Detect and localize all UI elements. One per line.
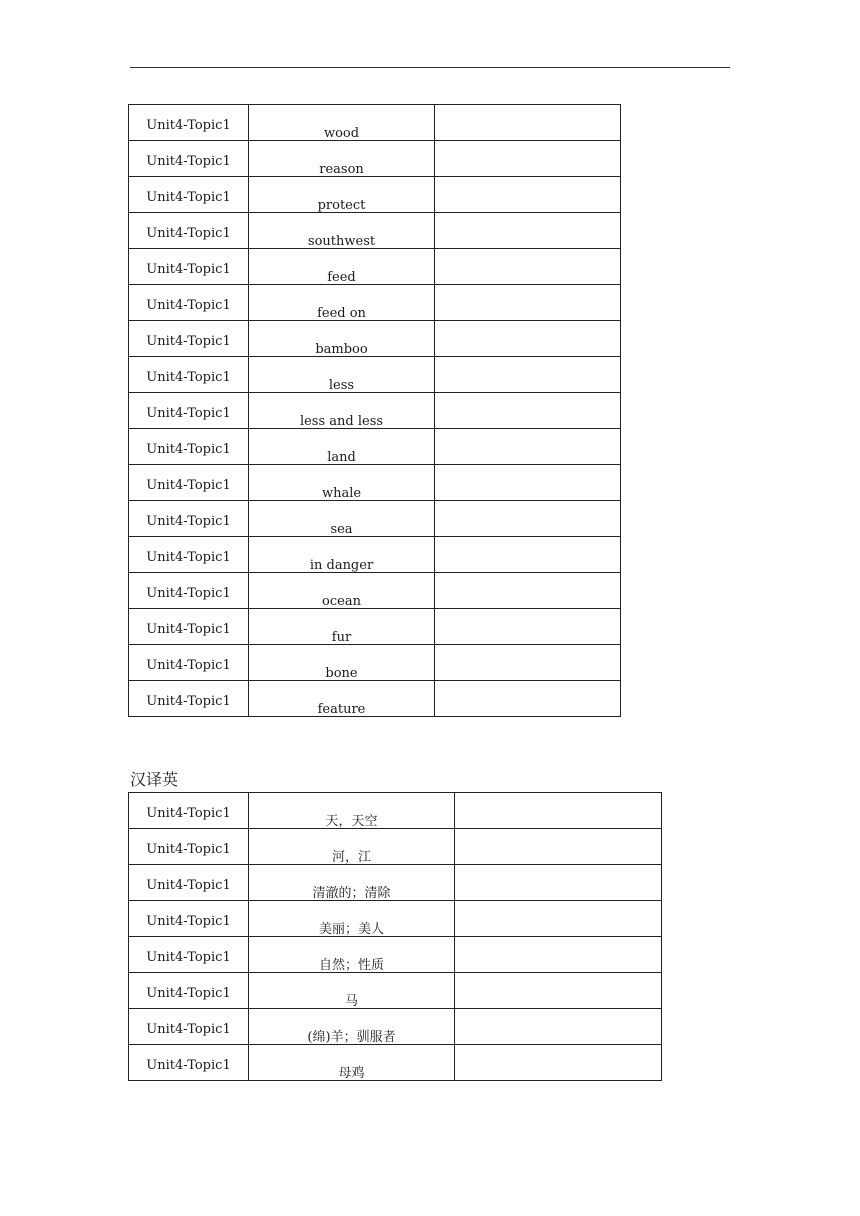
unit-label: Unit4-Topic1: [129, 681, 249, 717]
answer-blank[interactable]: [435, 645, 621, 681]
unit-label: Unit4-Topic1: [129, 105, 249, 141]
table-row: [129, 937, 662, 973]
table-row: [129, 105, 621, 141]
answer-blank[interactable]: [435, 681, 621, 717]
table-row: [129, 141, 621, 177]
unit-label: Unit4-Topic1: [129, 393, 249, 429]
unit-label: Unit4-Topic1: [129, 937, 249, 973]
answer-blank[interactable]: [435, 105, 621, 141]
answer-blank[interactable]: [435, 141, 621, 177]
answer-blank[interactable]: [435, 393, 621, 429]
english-to-chinese-table: [128, 104, 621, 717]
unit-label: Unit4-Topic1: [129, 177, 249, 213]
answer-blank[interactable]: [435, 177, 621, 213]
vocab-word: feed: [249, 249, 435, 285]
unit-label: Unit4-Topic1: [129, 1009, 249, 1045]
answer-blank[interactable]: [455, 829, 662, 865]
answer-blank[interactable]: [455, 937, 662, 973]
answer-blank[interactable]: [435, 213, 621, 249]
table-row: [129, 393, 621, 429]
vocab-word: 自然；性质: [249, 937, 455, 973]
chinese-to-english-table: [128, 792, 662, 1081]
chinese-to-english-heading: 汉译英: [130, 770, 179, 789]
unit-label: Unit4-Topic1: [129, 249, 249, 285]
answer-blank[interactable]: [435, 321, 621, 357]
table-row: [129, 501, 621, 537]
answer-blank[interactable]: [435, 501, 621, 537]
vocab-word: protect: [249, 177, 435, 213]
unit-label: Unit4-Topic1: [129, 537, 249, 573]
answer-blank[interactable]: [455, 1045, 662, 1081]
answer-blank[interactable]: [455, 865, 662, 901]
table-row: [129, 177, 621, 213]
table-row: [129, 901, 662, 937]
vocab-word: fur: [249, 609, 435, 645]
answer-blank[interactable]: [435, 465, 621, 501]
chinese-to-english-rows: [129, 793, 662, 1081]
vocab-word: (绵)羊；驯服者: [249, 1009, 455, 1045]
vocab-word: less and less: [249, 393, 435, 429]
vocab-word: 天，天空: [249, 793, 455, 829]
table-row: [129, 573, 621, 609]
vocab-word: less: [249, 357, 435, 393]
unit-label: Unit4-Topic1: [129, 213, 249, 249]
table-row: [129, 973, 662, 1009]
answer-blank[interactable]: [435, 249, 621, 285]
unit-label: Unit4-Topic1: [129, 429, 249, 465]
answer-blank[interactable]: [435, 609, 621, 645]
answer-blank[interactable]: [455, 793, 662, 829]
table-row: [129, 213, 621, 249]
unit-label: Unit4-Topic1: [129, 357, 249, 393]
vocab-word: 清澈的；清除: [249, 865, 455, 901]
answer-blank[interactable]: [455, 1009, 662, 1045]
vocab-word: 母鸡: [249, 1045, 455, 1081]
table-row: [129, 865, 662, 901]
table-row: [129, 321, 621, 357]
vocab-word: sea: [249, 501, 435, 537]
vocab-word: feature: [249, 681, 435, 717]
vocab-word: feed on: [249, 285, 435, 321]
table-row: [129, 793, 662, 829]
vocab-word: wood: [249, 105, 435, 141]
unit-label: Unit4-Topic1: [129, 865, 249, 901]
table-row: [129, 357, 621, 393]
english-to-chinese-rows: [129, 105, 621, 717]
unit-label: Unit4-Topic1: [129, 901, 249, 937]
vocab-word: whale: [249, 465, 435, 501]
unit-label: Unit4-Topic1: [129, 645, 249, 681]
unit-label: Unit4-Topic1: [129, 829, 249, 865]
table-row: [129, 429, 621, 465]
vocab-word: southwest: [249, 213, 435, 249]
table-row: [129, 645, 621, 681]
vocab-word: bone: [249, 645, 435, 681]
answer-blank[interactable]: [435, 285, 621, 321]
table-row: [129, 1009, 662, 1045]
table-row: [129, 681, 621, 717]
answer-blank[interactable]: [435, 573, 621, 609]
table-row: [129, 829, 662, 865]
table-row: [129, 465, 621, 501]
vocab-word: bamboo: [249, 321, 435, 357]
unit-label: Unit4-Topic1: [129, 973, 249, 1009]
unit-label: Unit4-Topic1: [129, 465, 249, 501]
table-row: [129, 249, 621, 285]
answer-blank[interactable]: [455, 901, 662, 937]
unit-label: Unit4-Topic1: [129, 321, 249, 357]
unit-label: Unit4-Topic1: [129, 285, 249, 321]
vocab-word: ocean: [249, 573, 435, 609]
table-row: [129, 1045, 662, 1081]
vocab-word: 马: [249, 973, 455, 1009]
unit-label: Unit4-Topic1: [129, 1045, 249, 1081]
table-row: [129, 537, 621, 573]
unit-label: Unit4-Topic1: [129, 609, 249, 645]
answer-blank[interactable]: [435, 429, 621, 465]
unit-label: Unit4-Topic1: [129, 573, 249, 609]
table-row: [129, 609, 621, 645]
answer-blank[interactable]: [435, 357, 621, 393]
unit-label: Unit4-Topic1: [129, 793, 249, 829]
vocab-word: 美丽；美人: [249, 901, 455, 937]
vocab-word: reason: [249, 141, 435, 177]
vocab-word: land: [249, 429, 435, 465]
unit-label: Unit4-Topic1: [129, 141, 249, 177]
answer-blank[interactable]: [435, 537, 621, 573]
header-rule: [130, 67, 730, 68]
vocab-word: 河，江: [249, 829, 455, 865]
answer-blank[interactable]: [455, 973, 662, 1009]
unit-label: Unit4-Topic1: [129, 501, 249, 537]
vocab-word: in danger: [249, 537, 435, 573]
table-row: [129, 285, 621, 321]
